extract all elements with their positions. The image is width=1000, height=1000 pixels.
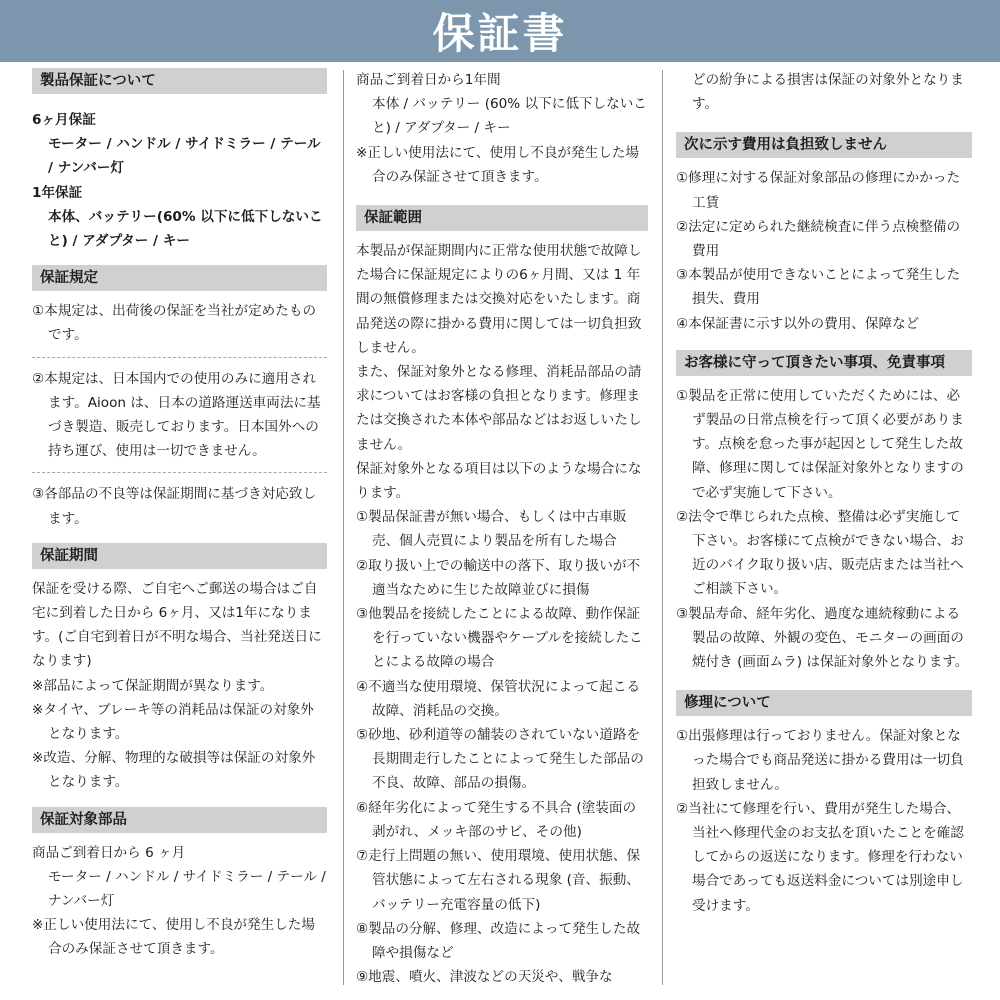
cost-item-2: ②法定に定められた継続検査に伴う点検整備の費用 [676,218,961,260]
obligation-item-2: ②法令で準じられた点検、整備は必ず実施して下さい。お客様にて点検ができない場合、お近のバイク取り扱い店、販売店または当社へご相談下さい。 [676,508,964,598]
section-heading-costs-not-covered: 次に示す費用は負担致しません [676,132,972,158]
column-2 [356,68,648,989]
cost-item-4: ④本保証書に示す以外の費用、保障など [676,315,920,332]
warranty-period-note-2: ※タイヤ、ブレーキ等の消耗品は保証の対象外となります。 [32,701,314,743]
repair-item-2: ②当社にて修理を行い、費用が発生した場合、当社へ修理代金のお支払を頂いたことを確認してからの返送になります。修理を行わない場合であっても返送料金については別途申し受けます。 [676,800,964,914]
divider [32,472,327,473]
column-divider-1 [343,70,344,985]
covered-parts-one-year-note: ※正しい使用法にて、使用し不良が発生した場合のみ保証させて頂きます。 [356,144,639,185]
obligation-item-3: ③製品寿命、経年劣化、過度な連続稼動による製品の故障、外観の変色、モニターの画面の焼付き (画面ムラ) は保証対象外となります。 [676,605,969,671]
six-month-warranty-items: モーター / ハンドル / サイドミラー / テール / ナンバー灯 [48,136,321,177]
exclusion-item-3: ③他製品を接続したことによる故障、動作保証を行っていない機器やケーブルを接続したことによる故障の場合 [356,606,643,671]
exclusion-item-9: ⑨地震、噴火、津波などの天災や、戦争な [356,969,613,986]
warranty-period-note-3: ※改造、分解、物理的な破損等は保証の対象外となります。 [32,750,316,791]
exclusion-item-7: ⑦走行上問題の無い、使用環境、使用状態、保管状態によって左右される現象 (音、振動、バッテリー充電容量の低下) [356,848,641,913]
warranty-rule-2: ②本規定は、日本国内での使用のみに適用されます。Aioon は、日本の道路運送車両法に基づき製造、販売しております。日本国外への持ち運び、使用は一切できません。 [32,370,321,460]
one-year-warranty-items: 本体、バッテリー(60% 以下に低下しないこと) / アダプター / キー [48,208,323,250]
exclusion-item-1: ①製品保証書が無い場合、もしくは中古車販売、個人売買により製品を所有した場合 [356,509,627,550]
warranty-scope-text-3: 保証対象外となる項目は以下のような場合になります。 [356,460,642,502]
divider [32,357,327,358]
exclusion-item-4: ④不適当な使用環境、保管状況によって起こる故障、消耗品の交換。 [356,678,641,719]
six-month-warranty-label: 6ヶ月保証 [32,112,96,128]
page-title: 保証書 [432,9,568,58]
warranty-period-text: 保証を受ける際、ご自宅へご郵送の場合はご自宅に到着した日から 6ヶ月、又は1年になります。(ご自宅到着日が不明な場合、当社発送日になります) [32,580,322,670]
obligation-item-1: ①製品を正常に使用していただくためには、必ず製品の日常点検を行って頂く必要があります。点検を怠った事が起因として発生した故障、修理に関しては保証対象外となりますので必ず実施して下さい。 [676,387,964,501]
section-heading-product-warranty: 製品保証について [32,68,327,94]
section-heading-warranty-rules: 保証規定 [32,265,327,291]
exclusion-item-6: ⑥経年劣化によって発生する不具合 (塗装面の剥がれ、メッキ部のサビ、その他) [356,799,637,840]
covered-parts-note: ※正しい使用法にて、使用し不良が発生した場合のみ保証させて頂きます。 [32,917,315,958]
warranty-rule-1: ①本規定は、出荷後の保証を当社が定めたものです。 [32,303,317,344]
exclusion-item-9-continued: どの紛争による損害は保証の対象外となります。 [692,72,964,113]
warranty-rule-3: ③各部品の不良等は保証期間に基づき対応致します。 [32,486,317,527]
covered-parts-one-year-items: 本体 / バッテリー (60% 以下に低下しないこと) / アダプター / キー [372,96,647,137]
section-heading-customer-obligations: お客様に守って頂きたい事項、免責事項 [676,350,972,376]
column-3 [676,68,972,918]
section-heading-repairs: 修理について [676,690,972,716]
warranty-period-note-1: ※部品によって保証期間が異なります。 [32,677,274,694]
column-1 [32,68,327,962]
section-heading-warranty-scope: 保証範囲 [356,205,648,231]
warranty-scope-text-2: また、保証対象外となる修理、消耗品部品の請求についてはお客様の負担となります。修理または交換された本体や部品などはお返しいたしません。 [356,364,642,453]
one-year-warranty-label: 1年保証 [32,184,83,201]
warranty-scope-text-1: 本製品が保証期間内に正常な使用状態で故障した場合に保証規定によりの6ヶ月間、又は 1 年間の無償修理または交換対応をいたします。商品発送の際に掛かる費用に関しては一切負担致しません。 [356,243,642,356]
cost-item-3: ③本製品が使用できないことによって発生した損失、費用 [676,267,961,308]
section-heading-warranty-period: 保証期間 [32,543,327,569]
cost-item-1: ①修理に対する保証対象部品の修理にかかった工賃 [676,170,961,211]
exclusion-item-2: ②取り扱い上での輸送中の落下、取り扱いが不適当なために生じた故障並びに損傷 [356,557,641,598]
covered-parts-six-month-items: モーター / ハンドル / サイドミラー / テール / ナンバー灯 [48,868,326,910]
covered-parts-six-month: 商品ご到着日から 6 ヶ月 [32,844,186,861]
column-divider-2 [662,70,663,985]
title-bar [0,0,1000,62]
repair-item-1: ①出張修理は行っておりません。保証対象となった場合でも商品発送に掛かる費用は一切負担致しません。 [676,728,964,793]
exclusion-item-8: ⑧製品の分解、修理、改造によって発生した故障や損傷など [356,920,641,961]
covered-parts-one-year: 商品ご到着日から1年間 [356,72,501,88]
exclusion-item-5: ⑤砂地、砂利道等の舗装のされていない道路を長期間走行したことによって発生した部品の不良、故障、部品の損傷。 [356,727,644,792]
section-heading-covered-parts: 保証対象部品 [32,807,327,833]
